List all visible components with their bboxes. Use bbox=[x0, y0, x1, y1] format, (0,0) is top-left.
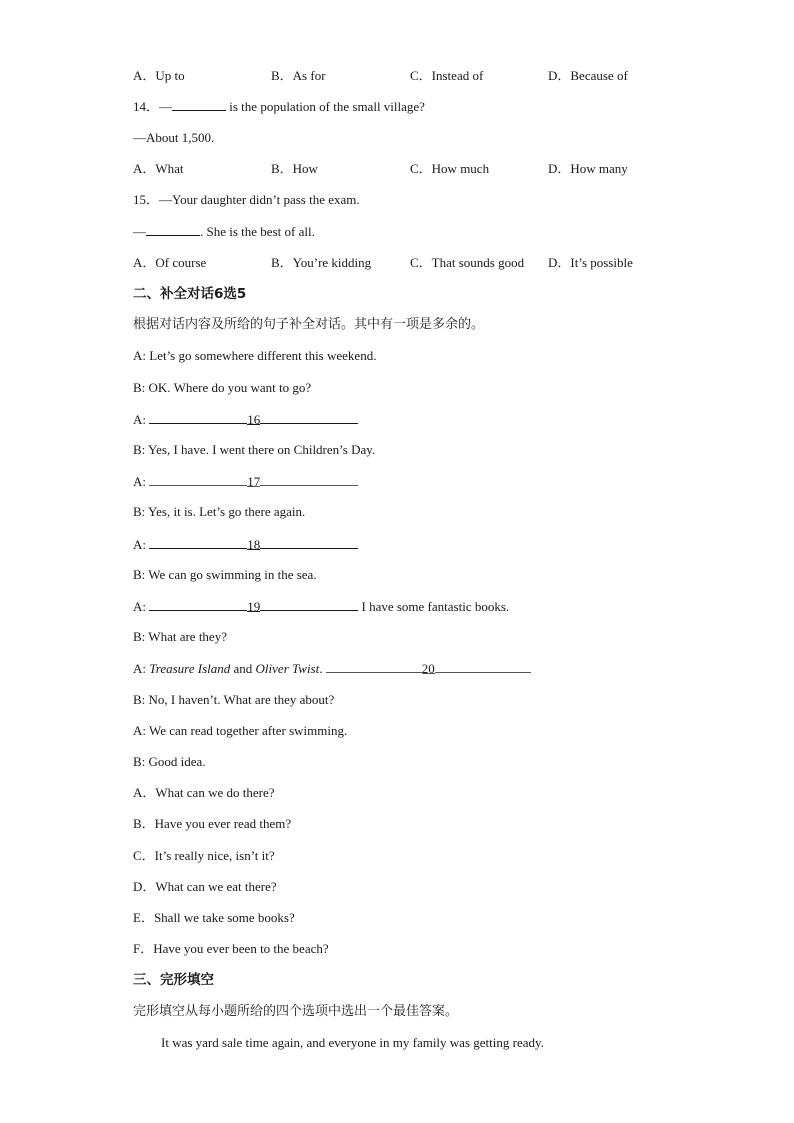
speaker-a: A: bbox=[133, 661, 150, 676]
q15-number: 15． bbox=[133, 192, 160, 207]
dialogue-line-14: B: Good idea. bbox=[133, 754, 206, 769]
dialogue-line-12: B: No, I haven’t. What are they about? bbox=[133, 692, 335, 707]
dialogue-line-6: B: Yes, it is. Let’s go there again. bbox=[133, 504, 306, 519]
q15-option-b: B．You’re kidding bbox=[271, 255, 372, 270]
dialogue-line-10: B: What are they? bbox=[133, 629, 227, 644]
q14-option-b: B．How bbox=[271, 161, 318, 176]
q14-option-a: A．What bbox=[133, 161, 184, 176]
blank-18-left bbox=[149, 535, 247, 549]
section2-instruction: 根据对话内容及所给的句子补全对话。其中有一项是多余的。 bbox=[133, 317, 485, 332]
conjunction: and bbox=[230, 661, 256, 676]
blank-20-left bbox=[326, 659, 422, 673]
blank-19-right bbox=[260, 597, 358, 611]
passage-first-line: It was yard sale time again, and everyone in my family was getting ready. bbox=[161, 1035, 544, 1050]
q14-option-c: C．How much bbox=[410, 161, 490, 176]
dialogue-line-7 bbox=[133, 535, 358, 554]
q15-option-d: D．It’s possible bbox=[548, 255, 633, 270]
dialogue-line-4: B: Yes, I have. I went there on Children’s Day. bbox=[133, 442, 376, 457]
q15-stem bbox=[133, 191, 360, 209]
q13-option-a: A．Up to bbox=[133, 68, 185, 83]
period: . bbox=[319, 661, 326, 676]
section2-heading: 二、补全对话6选5 bbox=[133, 286, 247, 302]
blank-17-left bbox=[149, 472, 247, 486]
q14-stem-text: is the population of the small village? bbox=[226, 99, 425, 114]
blank-16-right bbox=[260, 410, 358, 424]
blank-16-left bbox=[149, 410, 247, 424]
speaker-a: A: bbox=[133, 599, 150, 614]
dialogue-line-5 bbox=[133, 472, 358, 491]
q14-answer: —About 1,500. bbox=[133, 130, 215, 145]
dialogue-line-1: A: Let’s go somewhere different this weekend. bbox=[133, 348, 377, 363]
dialogue-line-8: B: We can go swimming in the sea. bbox=[133, 567, 317, 582]
dialogue-line-2: B: OK. Where do you want to go? bbox=[133, 380, 312, 395]
q15-option-c: C．That sounds good bbox=[410, 255, 525, 270]
choice-e: E．Shall we take some books? bbox=[133, 910, 295, 925]
book-title-1: Treasure Island bbox=[149, 661, 231, 676]
q13-option-c: C．Instead of bbox=[410, 68, 484, 83]
book-title-2: Oliver Twist bbox=[255, 661, 320, 676]
choice-a: A．What can we do there? bbox=[133, 785, 275, 800]
speaker-a: A: bbox=[133, 412, 150, 427]
blank-17-right bbox=[260, 472, 358, 486]
q15-stem-text: —Your daughter didn’t pass the exam. bbox=[159, 192, 360, 207]
q15-reply-text: . She is the best of all. bbox=[200, 224, 315, 239]
section3-heading: 三、完形填空 bbox=[133, 972, 214, 988]
choice-f: F．Have you ever been to the beach? bbox=[133, 941, 329, 956]
q14-blank bbox=[172, 98, 226, 111]
section3-instruction: 完形填空从每小题所给的四个选项中选出一个最佳答案。 bbox=[133, 1004, 459, 1019]
blank-19-left bbox=[149, 597, 247, 611]
q15-blank bbox=[146, 223, 200, 236]
choice-d: D．What can we eat there? bbox=[133, 879, 277, 894]
q15-dash: — bbox=[133, 224, 146, 239]
speaker-a: A: bbox=[133, 474, 150, 489]
dialogue-line-11 bbox=[133, 659, 531, 678]
speaker-a: A: bbox=[133, 537, 150, 552]
dialogue-line-3 bbox=[133, 410, 358, 429]
choice-b: B．Have you ever read them? bbox=[133, 816, 292, 831]
blank-18-right bbox=[260, 535, 358, 549]
q15-option-a: A．Of course bbox=[133, 255, 207, 270]
q13-option-b: B．As for bbox=[271, 68, 326, 83]
blank-16-number: 16 bbox=[247, 412, 261, 427]
choice-c: C．It’s really nice, isn’t it? bbox=[133, 848, 275, 863]
blank-20-right bbox=[435, 659, 531, 673]
q14-option-d: D．How many bbox=[548, 161, 628, 176]
q13-option-d: D．Because of bbox=[548, 68, 628, 83]
dialogue-line-13: A: We can read together after swimming. bbox=[133, 723, 348, 738]
q15-reply bbox=[133, 223, 315, 241]
blank-17-number: 17 bbox=[247, 474, 261, 489]
blank-18-number: 18 bbox=[247, 537, 261, 552]
dialogue-line-9-text: I have some fantastic books. bbox=[358, 599, 510, 614]
q14-stem bbox=[133, 98, 425, 116]
blank-20-number: 20 bbox=[421, 661, 435, 676]
q14-dash: — bbox=[159, 99, 173, 114]
dialogue-line-9 bbox=[133, 597, 509, 616]
q14-number: 14． bbox=[133, 99, 160, 114]
blank-19-number: 19 bbox=[247, 599, 261, 614]
